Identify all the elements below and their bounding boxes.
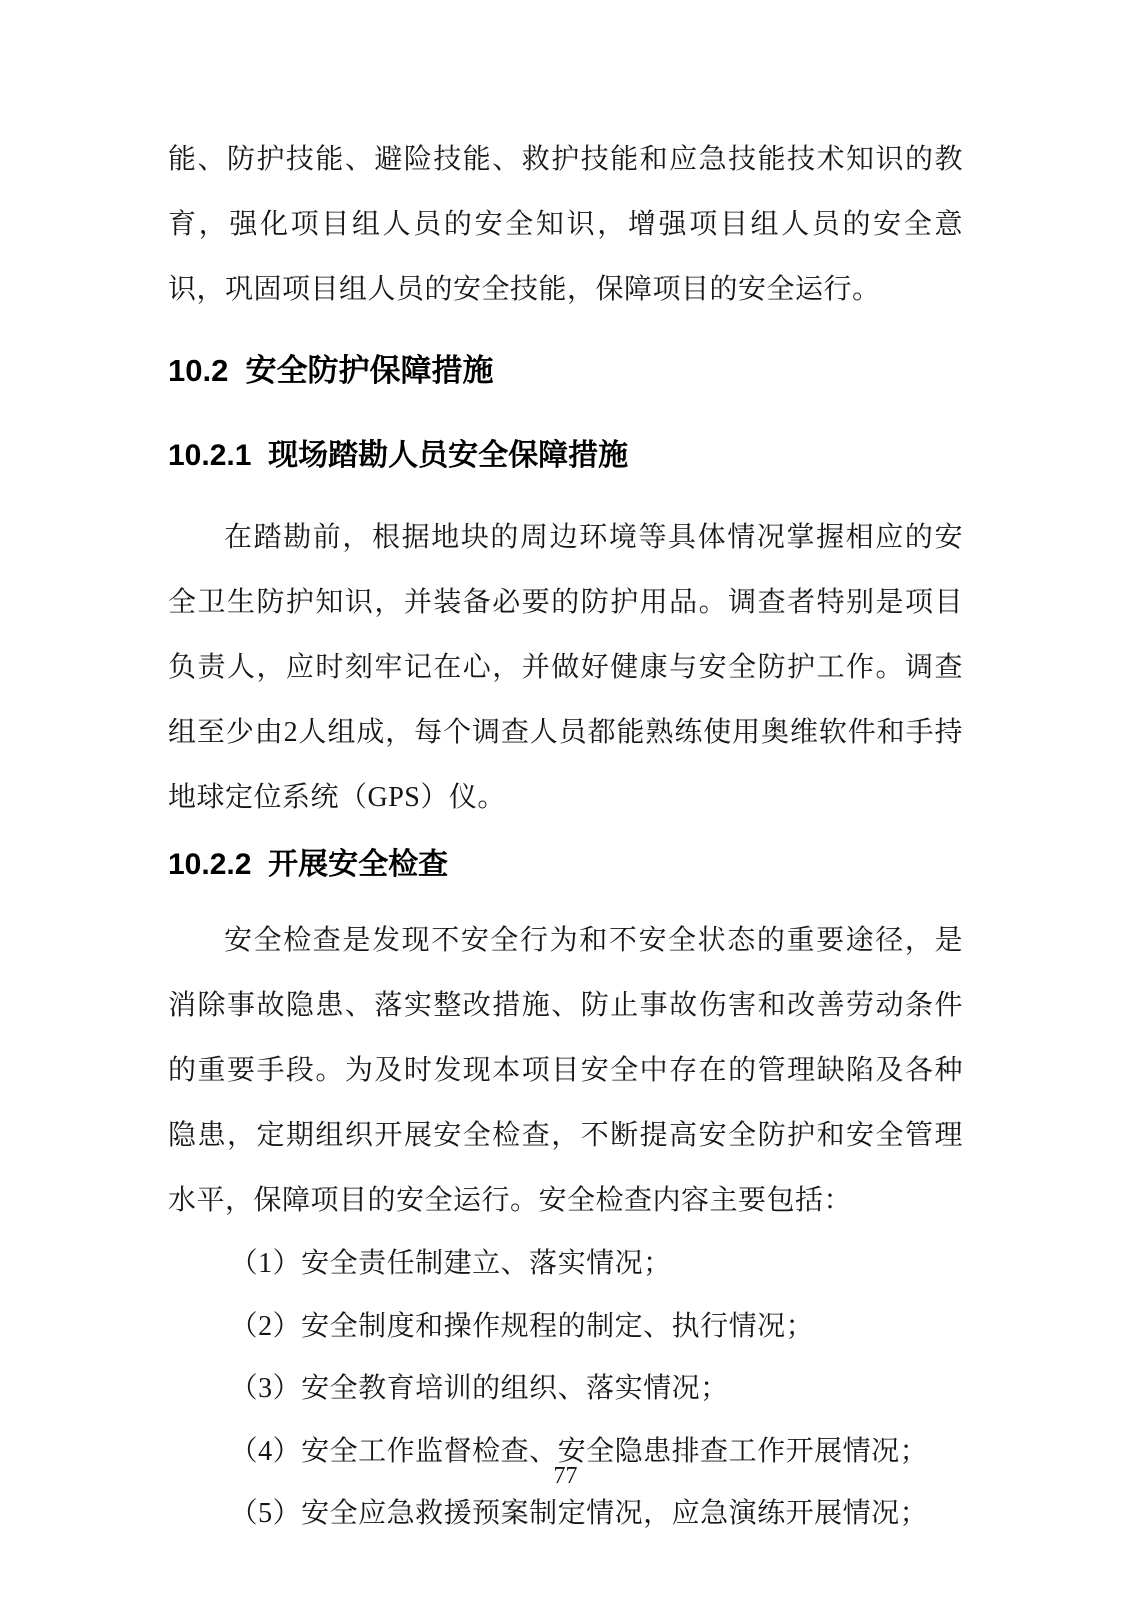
- list-item-5: （5）安全应急救援预案制定情况，应急演练开展情况；: [229, 1498, 929, 1529]
- list-item-3: （3）安全教育培训的组织、落实情况；: [229, 1373, 729, 1404]
- page-number: 77: [553, 1463, 578, 1489]
- list-item-2: （2）安全制度和操作规程的制定、执行情况；: [229, 1310, 815, 1342]
- heading-10-2-1: 10.2.1 现场踏勘人员安全保障措施: [168, 439, 629, 472]
- list-item-4: （4）安全工作监督检查、安全隐患排查工作开展情况；: [229, 1435, 929, 1467]
- paragraph-safety-inspection: 安全检查是发现不安全行为和不安全状态的重要途径，是消除事故隐患、落实整改措施、防止事故伤害和改善劳动条件的重要手段。为及时发现本项目安全中存在的管理缺陷及各种隐患，定期组织开展安全检查，不断提高安全防护和安全管理水平，保障项目的安全运行。安全检查内容主要包括：: [168, 925, 963, 1216]
- list-item-1: （1）安全责任制建立、落实情况；: [229, 1248, 672, 1279]
- safety-check-list: [168, 1233, 963, 1546]
- paragraph-site-survey: 在踏勘前，根据地块的周边环境等具体情况掌握相应的安全卫生防护知识，并装备必要的防护用品。调查者特别是项目负责人，应时刻牢记在心，并做好健康与安全防护工作。调查组至少由2人组成，每个调查人员都能熟练使用奥维软件和手持地球定位系统（GPS）仪。: [168, 522, 963, 813]
- paragraph-safety-education: 能、防护技能、避险技能、救护技能和应急技能技术知识的教育，强化项目组人员的安全知识，增强项目组人员的安全意识，巩固项目组人员的安全技能，保障项目的安全运行。: [168, 144, 963, 305]
- heading-10-2-2: 10.2.2 开展安全检查: [168, 848, 449, 881]
- heading-10-2: 10.2 安全防护保障措施: [168, 353, 494, 388]
